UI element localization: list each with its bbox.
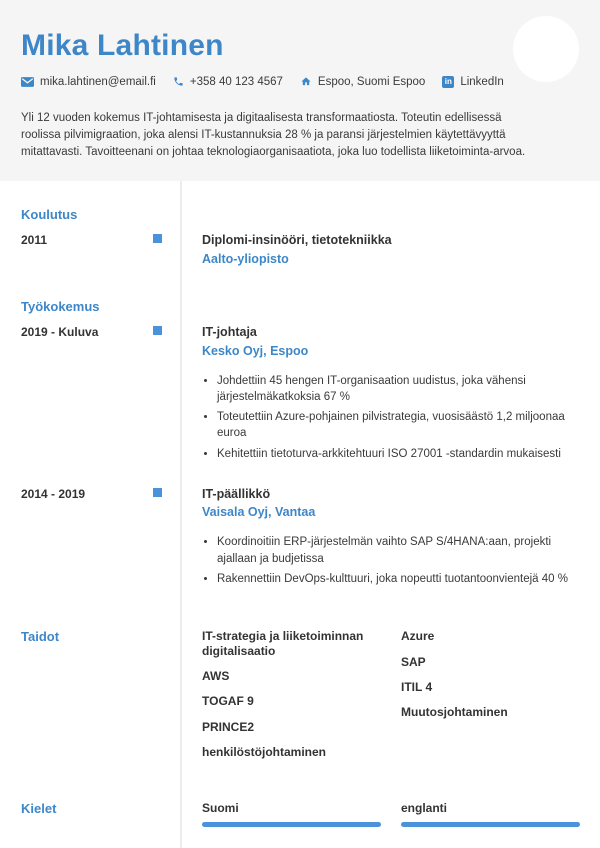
languages-content-cell (180, 801, 600, 827)
linkedin-icon: in (442, 76, 454, 88)
education-heading-cell (0, 207, 180, 232)
language-level-bar (401, 822, 580, 827)
languages-grid (202, 801, 580, 827)
timeline-marker (153, 234, 162, 243)
skills-grid (202, 629, 580, 770)
experience-heading-cell (0, 299, 180, 324)
skill-item: PRINCE2 (202, 719, 255, 734)
home-icon (300, 76, 312, 87)
contact-email[interactable] (21, 76, 156, 88)
contact-location (300, 76, 425, 88)
experience-entry (180, 486, 600, 591)
bullet-item: • Kehitettiin tietoturva-arkkitehtuuri ISO 27001 -standardin mukaisesti (217, 446, 580, 462)
language-item (202, 801, 381, 827)
section-languages (0, 801, 600, 827)
section-skills (0, 629, 600, 770)
language-level-bar (202, 822, 381, 827)
job-title: IT-päällikkö (202, 487, 271, 502)
contact-linkedin-text: LinkedIn (460, 75, 504, 88)
education-entry (180, 232, 600, 267)
language-level-fill (202, 822, 381, 827)
bullet-item: • Koordinoitiin ERP-järjestelmän vaihto SAP S/4HANA:aan, projekti ajallaan ja budjetissa (217, 534, 580, 567)
resume-body (0, 181, 600, 848)
job-title: IT-johtaja (202, 325, 257, 340)
language-level-fill (401, 822, 580, 827)
skill-item: ITIL 4 (401, 680, 433, 695)
job-bullet-list (202, 373, 580, 463)
skill-item: Muutosjohtaminen (401, 705, 508, 720)
company-name: Vaisala Oyj, Vantaa (202, 505, 316, 520)
email-icon (21, 77, 34, 87)
skill-item: Azure (401, 629, 435, 644)
experience-date: 2014 - 2019 (21, 487, 86, 502)
degree-title: Diplomi-insinööri, tietotekniikka (202, 233, 392, 248)
section-title-languages: Kielet (21, 800, 57, 816)
timeline-marker (153, 326, 162, 335)
section-title-skills: Taidot (21, 629, 60, 645)
section-title-education: Koulutus (21, 207, 78, 223)
skill-item: IT-strategia ja liiketoiminnan digitalisaatio (202, 629, 364, 658)
section-education (0, 207, 600, 287)
bullet-item: • Toteutettiin Azure-pohjainen pilvistrategia, vuosisäästö 1,2 miljoonaa euroa (217, 409, 580, 442)
skills-heading-cell (0, 629, 180, 654)
bullet-item: • Johdettiin 45 hengen IT-organisaation uudistus, joka vähensi järjestelmäkatkoksia 67 % (217, 373, 580, 406)
skill-item: AWS (202, 669, 230, 684)
section-title-experience: Työkokemus (21, 299, 100, 315)
skills-column-1 (202, 629, 381, 770)
company-name: Kesko Oyj, Espoo (202, 343, 309, 358)
phone-icon (173, 76, 184, 87)
section-experience (0, 299, 600, 611)
skills-content-cell (180, 629, 600, 770)
language-name: Suomi (202, 800, 239, 815)
experience-date: 2019 - Kuluva (21, 325, 99, 340)
language-item (401, 801, 580, 827)
skills-column-2 (401, 629, 580, 770)
resume-header (0, 0, 600, 181)
school-name: Aalto-yliopisto (202, 251, 289, 266)
skill-item: TOGAF 9 (202, 694, 254, 709)
bullet-item: • Rakennettiin DevOps-kulttuuri, joka nopeutti tuotantoonvientejä 40 % (217, 571, 580, 587)
contact-phone-text: +358 40 123 4567 (189, 75, 283, 88)
timeline-marker (153, 488, 162, 497)
skill-item: henkilöstöjohtaminen (202, 745, 327, 760)
language-name: englanti (401, 800, 448, 815)
education-date: 2011 (21, 233, 48, 248)
contact-linkedin[interactable] (442, 76, 503, 88)
summary-text: Yli 12 vuoden kokemus IT-johtamisesta ja digitaalisesta transformaatiosta. Toteutin edellisessä roolissa pilvimigraation, joka alensi IT-kustannuksia 28 % ja paransi järjestelmien käytettävyyttä mitattavasti. Tavoitteenani on johtaa teknologiaorganisaatiota, joka luo todellista liiketoiminta-arvoa. (21, 111, 526, 158)
skill-item: SAP (401, 654, 426, 669)
job-bullet-list (202, 534, 580, 587)
experience-entry (180, 324, 600, 466)
person-name: Mika Lahtinen (21, 29, 224, 62)
avatar (513, 16, 579, 82)
contact-email-text: mika.lahtinen@email.fi (40, 75, 156, 88)
languages-heading-cell (0, 801, 180, 826)
contact-row (21, 76, 580, 88)
contact-location-text: Espoo, Suomi Espoo (317, 75, 426, 88)
contact-phone (173, 76, 283, 88)
